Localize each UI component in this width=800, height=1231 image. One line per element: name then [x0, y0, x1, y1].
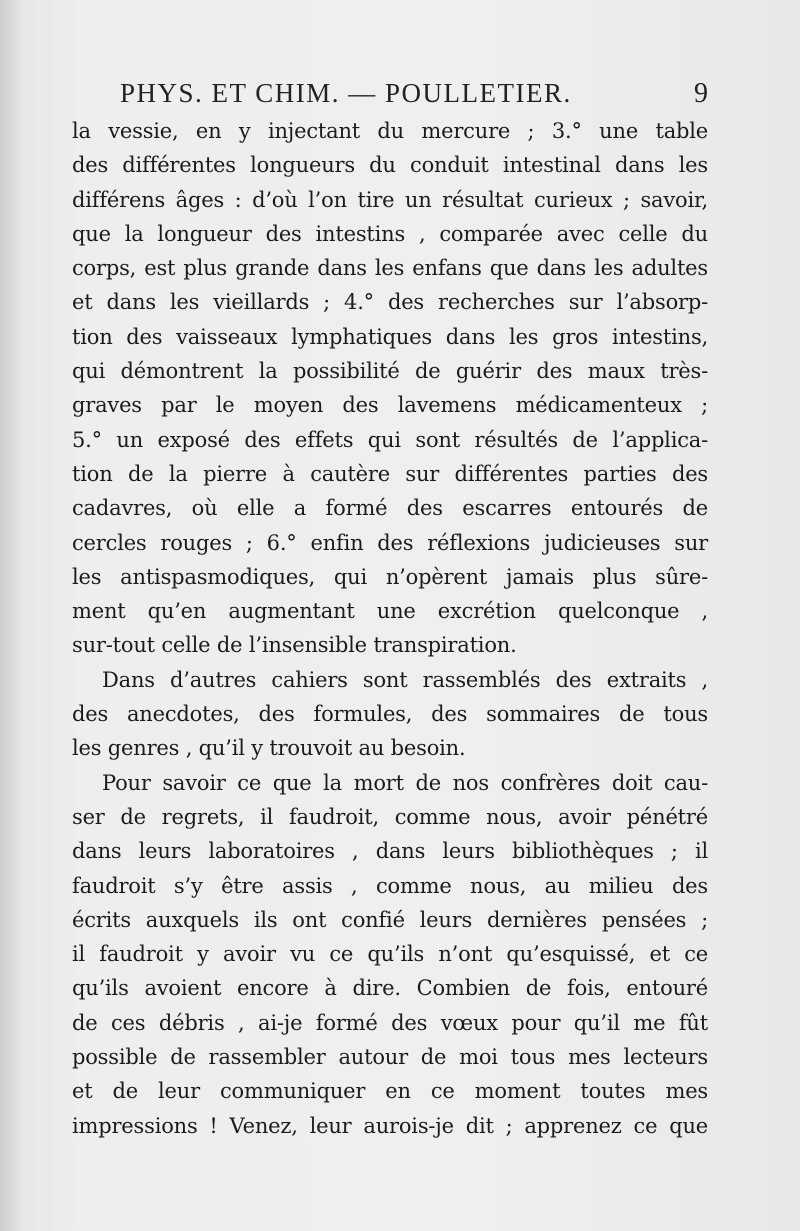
- text-line: 5.° un exposé des effets qui sont résultés de l’applica-: [72, 427, 708, 452]
- text-line: qu’ils avoient encore à dire. Combien de fois, entouré: [72, 976, 708, 1001]
- paragraph-1: [72, 114, 708, 663]
- text-line: des anecdotes, des formules, des sommaires de tous: [72, 702, 708, 727]
- text-block: [72, 74, 708, 1143]
- text-line: que la longueur des intestins , comparée avec celle du: [72, 221, 708, 246]
- text-line: la vessie, en y injectant du mercure ; 3.° une table: [72, 119, 708, 143]
- text-line: et dans les vieillards ; 4.° des recherches sur l’absorp-: [72, 290, 708, 315]
- text-line: possible de rassembler autour de moi tous mes lecteurs: [72, 1045, 708, 1070]
- text-line: les genres , qu’il y trouvoit au besoin.: [72, 736, 466, 761]
- text-line: écrits auxquels ils ont confié leurs dernières pensées ;: [72, 907, 708, 932]
- text-line: ser de regrets, il faudroit, comme nous, avoir pénétré: [72, 804, 708, 829]
- running-title: PHYS. ET CHIM. — POULLETIER.: [120, 78, 572, 108]
- text-line: Pour savoir ce que la mort de nos confrères doit cau-: [102, 770, 708, 795]
- text-line: des différentes longueurs du conduit intestinal dans les: [72, 153, 708, 178]
- text-line: sur-tout celle de l’insensible transpiration.: [72, 633, 517, 658]
- text-line: cercles rouges ; 6.° enfin des réflexions judicieuses sur: [72, 530, 708, 555]
- text-line: qui démontrent la possibilité de guérir des maux très-: [72, 359, 708, 384]
- text-line: Dans d’autres cahiers sont rassemblés des extraits ,: [102, 667, 708, 692]
- text-line: faudroit s’y être assis , comme nous, au milieu des: [72, 873, 708, 898]
- text-line: corps, est plus grande dans les enfans que dans les adultes: [72, 256, 708, 281]
- paragraph-3: [72, 766, 708, 1143]
- running-head: [72, 74, 708, 114]
- text-line: tion des vaisseaux lymphatiques dans les gros intestins,: [72, 324, 708, 349]
- text-line: graves par le moyen des lavemens médicamenteux ;: [72, 393, 708, 418]
- text-line: et de leur communiquer en ce moment toutes mes: [72, 1079, 708, 1104]
- text-line: de ces débris , ai-je formé des vœux pour qu’il me fût: [72, 1010, 708, 1035]
- text-line: dans leurs laboratoires , dans leurs bibliothèques ; il: [72, 839, 708, 864]
- text-line: tion de la pierre à cautère sur différentes parties des: [72, 461, 708, 486]
- text-line: ment qu’en augmentant une excrétion quelconque ,: [72, 599, 708, 624]
- page-number: 9: [694, 78, 708, 109]
- text-line: les antispasmodiques, qui n’opèrent jamais plus sûre-: [72, 564, 708, 589]
- text-line: impressions ! Venez, leur aurois-je dit ; apprenez ce que: [72, 1113, 708, 1138]
- text-line: il faudroit y avoir vu ce qu’ils n’ont qu’esquissé, et ce: [72, 942, 708, 967]
- paragraph-2: [72, 663, 708, 766]
- text-line: cadavres, où elle a formé des escarres entourés de: [72, 496, 708, 521]
- text-line: différens âges : d’où l’on tire un résultat curieux ; savoir,: [72, 187, 708, 212]
